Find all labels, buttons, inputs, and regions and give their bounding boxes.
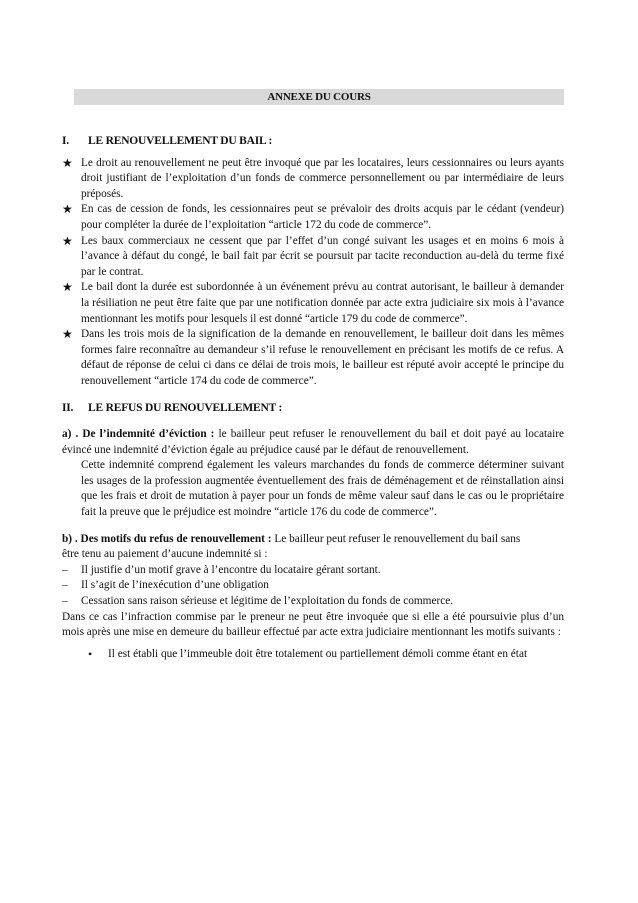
dash-bullet-icon: – <box>62 595 68 608</box>
list-item <box>62 327 564 389</box>
section-1-number: I. <box>62 135 69 147</box>
section-2-heading <box>62 401 564 417</box>
list-item-text: En cas de cession de fonds, les cessionnaires peut se prévaloir des droits acquis par le cédant (vendeur) pour compléter la durée de l’exploitation “article 172 du code de commerce”. <box>81 203 564 231</box>
star-bullet-icon: ★ <box>62 155 73 170</box>
list-item-text: Les baux commerciaux ne cessent que par l’effet d’un congé suivant les usages et en moins 6 mois à l’avance à défaut du congé, le bail fait par écrit se poursuit par tacite reconduction au-delà du terme fixé par le contrat. <box>81 234 564 278</box>
list-item <box>62 156 564 203</box>
dot-bullet-icon: • <box>88 646 93 661</box>
list-item <box>62 234 564 281</box>
list-item <box>62 578 564 594</box>
list-item-text: Cessation sans raison sérieuse et légitime de l’exploitation du fonds de commerce. <box>81 595 454 608</box>
list-item <box>62 563 564 579</box>
subsection-b-title: Des motifs du refus de renouvellement : <box>80 532 272 545</box>
list-item-text: Le bail dont la durée est subordonnée à un événement prévu au contrat autorisant, le bailleur à demander la résiliation ne peut être faite que par une notification donnée par acte extra judiciaire six mois à l’avance mentionnant les motifs pour lesquels il est donné “article 179 du code de commerce”. <box>81 281 564 325</box>
dash-bullet-icon: – <box>62 579 68 592</box>
star-bullet-icon: ★ <box>62 233 73 248</box>
star-bullet-icon: ★ <box>62 280 73 295</box>
subsection-b-text: Le bailleur peut refuser le renouvellement du bail sans <box>274 532 521 545</box>
star-bullet-icon: ★ <box>62 202 73 217</box>
section-1-heading <box>62 134 564 150</box>
subsection-b-continuation: être tenu au paiement d’aucune indemnité si : <box>62 548 268 561</box>
list-item-text: Le droit au renouvellement ne peut être invoqué que par les locataires, leurs cessionnaires ou leurs ayants droit justifiant de l’exploitation d’un fonds de commerce personnellement ou par intermédiaire de leurs préposés. <box>81 156 564 200</box>
subsection-a-label: a) . <box>62 428 79 441</box>
subsection-b-paragraph: Dans ce cas l’infraction commise par le preneur ne peut être invoquée que si elle a été poursuivie plus d’un mois après une mise en demeure du bailleur effectué par acte extra judiciaire mentionnant les motifs suivants : <box>62 610 564 639</box>
list-item-text: Il justifie d’un motif grave à l’encontre du locataire gérant sortant. <box>81 563 381 576</box>
star-bullet-icon: ★ <box>62 327 73 342</box>
list-item <box>62 647 564 663</box>
section-1-title: LE RENOUVELLEMENT DU BAIL : <box>88 135 273 147</box>
dash-bullet-icon: – <box>62 563 68 576</box>
subsection-a-text: le bailleur peut refuser le renouvellement du bail et doit payé au locataire évincé une indemnité d’éviction égale au préjudice causé par le défaut de renouvellement. <box>62 428 565 456</box>
list-item-text: Dans les trois mois de la signification de la demande en renouvellement, le bailleur doit dans les mêmes formes faire reconnaître au demandeur s’il refuse le renouvellement en précisant les motifs de ce refus. A défaut de réponse de celui ci dans ce délai de trois mois, le bailleur est réputé avoir accepté le principe du renouvellement “article 174 du code de commerce”. <box>81 328 564 387</box>
subsection-b-label: b) . <box>62 532 78 545</box>
subsection-b <box>62 532 564 663</box>
subsection-a-paragraph: Cette indemnité comprend également les valeurs marchandes du fonds de commerce déterminer suivant les usages de la profession augmentée éventuellement des frais de déménagement et de réinstallation ainsi que les frais et droit de mutation à payer pour un fonds de même valeur sauf dans le cas ou le propriétaire fait la preuve que le préjudice est moindre “article 176 du code de commerce”. <box>81 459 564 519</box>
document-body <box>62 134 564 662</box>
list-item <box>62 202 564 233</box>
annex-title: ANNEXE DU COURS <box>74 89 564 105</box>
list-item <box>62 280 564 327</box>
list-item-text: Il est établi que l’immeuble doit être totalement ou partiellement démoli comme étant en état <box>108 647 528 660</box>
subsection-a <box>62 427 564 521</box>
list-item <box>62 594 564 610</box>
section-2-title: LE REFUS DU RENOUVELLEMENT : <box>88 401 283 414</box>
section-2-number: II. <box>62 401 74 414</box>
subsection-a-title: De l’indemnité d’éviction : <box>82 428 215 441</box>
list-item-text: Il s’agit de l’inexécution d’une obligation <box>81 579 269 592</box>
